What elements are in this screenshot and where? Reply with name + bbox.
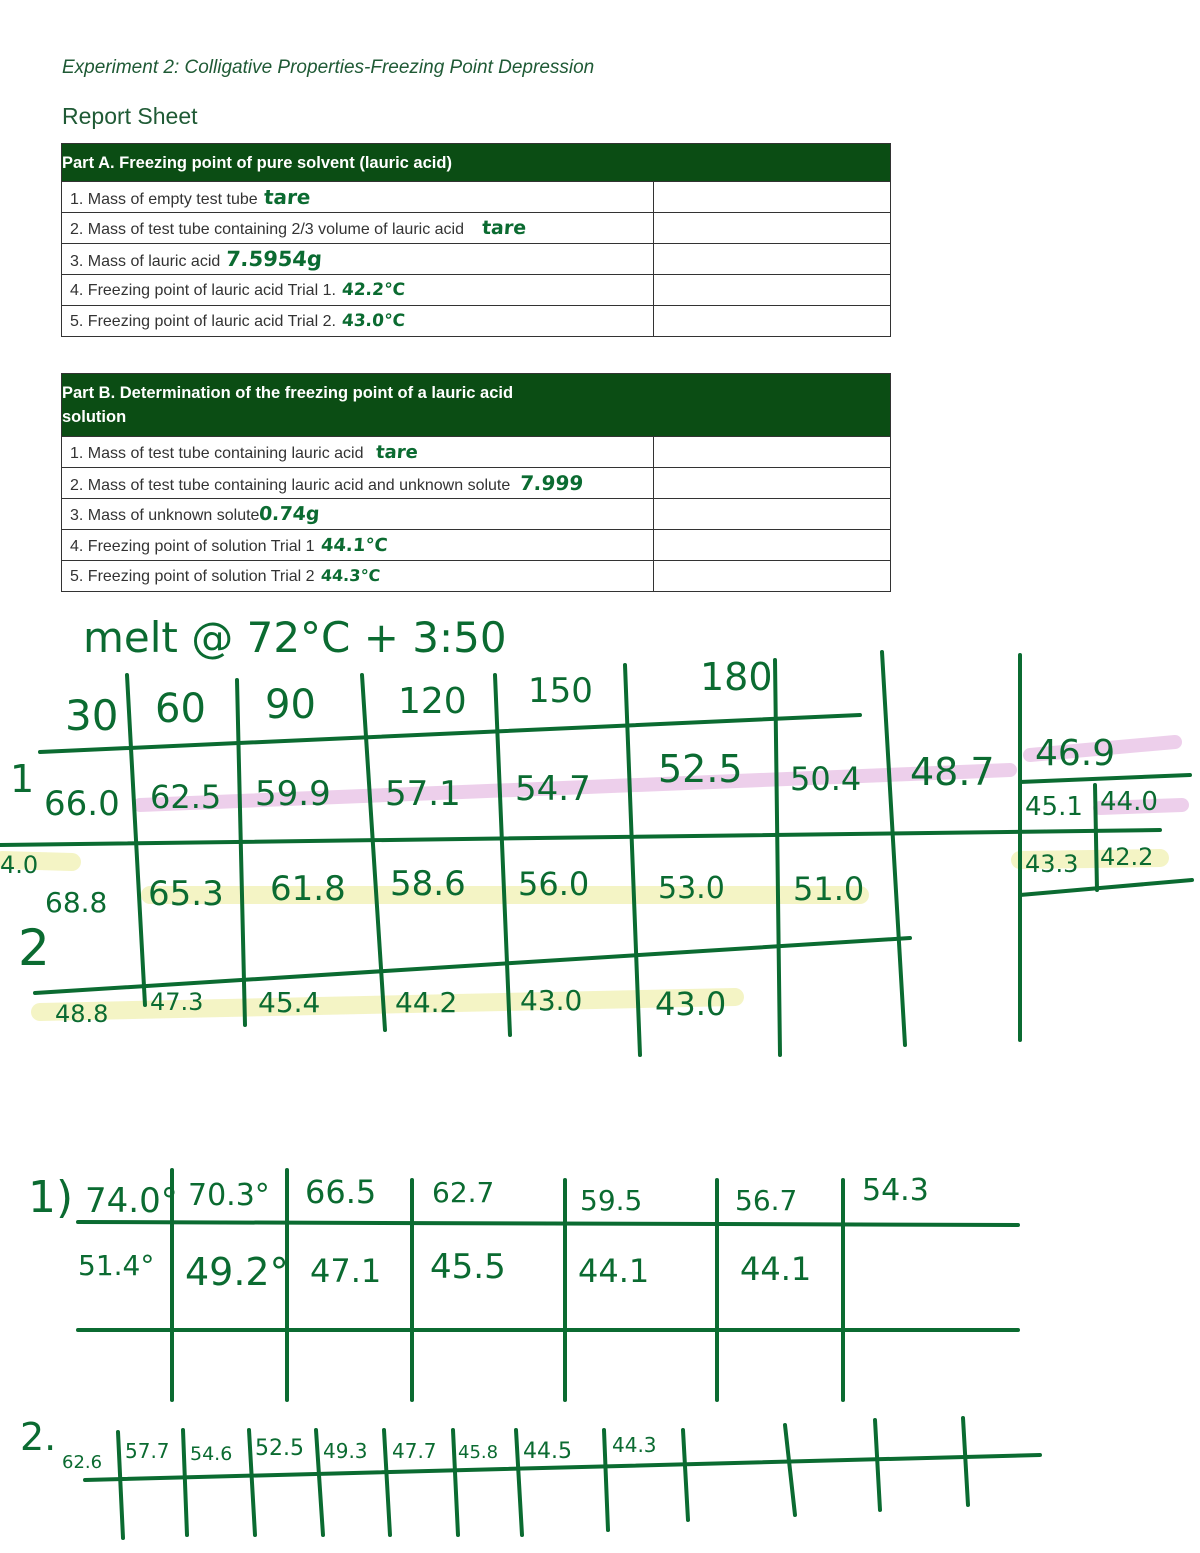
page-title: Experiment 2: Colligative Properties-Freezing Point Depression — [62, 57, 595, 78]
trial-label: 2. — [20, 1415, 57, 1459]
reading: 65.3 — [148, 874, 224, 914]
melt-note: melt @ 72°C + 3:50 — [83, 613, 507, 662]
trial-label: 2 — [18, 919, 50, 977]
page-subtitle: Report Sheet — [62, 103, 198, 129]
row-label: 3. Mass of lauric acid — [70, 253, 221, 270]
handwritten-note: 43.0°C — [341, 311, 406, 331]
trial-label: 1) — [28, 1172, 74, 1223]
grid-line — [127, 675, 145, 1005]
reading: 54.6 — [190, 1443, 233, 1465]
handwritten-note: 44.3°C — [319, 566, 381, 585]
reading: 43.3 — [1025, 850, 1079, 878]
reading: 53.0 — [658, 871, 725, 906]
handwritten-note: tare — [481, 217, 527, 239]
row-label: 3. Mass of unknown solute — [70, 507, 260, 524]
grid-line — [316, 1430, 323, 1535]
reading: 61.8 — [270, 869, 346, 909]
reading: 49.2° — [185, 1250, 289, 1294]
reading: 45.4 — [258, 986, 321, 1019]
reading: 70.3° — [188, 1178, 270, 1213]
grid-line — [362, 675, 385, 1030]
reading: 66.0 — [44, 784, 120, 824]
grid-line — [604, 1430, 608, 1530]
part-b-header-line1: Part B. Determination of the freezing point of a lauric acid — [62, 384, 514, 402]
reading: 48.8 — [55, 1000, 109, 1028]
grid-line — [875, 1420, 880, 1510]
trial-label: 1 — [10, 757, 35, 801]
time-label: 30 — [65, 691, 119, 740]
grid-line — [683, 1430, 688, 1520]
grid-line — [183, 1430, 187, 1535]
reading: 46.9 — [1035, 733, 1116, 774]
reading: 56.0 — [518, 865, 590, 903]
reading: 57.7 — [125, 1439, 170, 1463]
reading: 74.0° — [85, 1181, 178, 1221]
reading: 50.4 — [790, 760, 862, 798]
reading: 43.0 — [655, 985, 727, 1023]
reading: 49.3 — [323, 1439, 368, 1463]
grid-line — [78, 1222, 1018, 1225]
reading: 45.5 — [430, 1247, 506, 1287]
handwritten-note: 7.5954g — [225, 247, 324, 271]
grid-line — [785, 1425, 795, 1515]
reading: 68.8 — [45, 886, 108, 919]
reading: 56.7 — [735, 1184, 798, 1217]
time-label: 150 — [528, 671, 593, 711]
row-label: 5. Freezing point of solution Trial 2 — [70, 568, 315, 585]
grid-line — [1020, 775, 1190, 782]
handwritten-note: 7.999 — [519, 471, 585, 495]
grid-line — [1095, 785, 1097, 890]
reading: 62.6 — [62, 1452, 103, 1473]
reading: 44.0 — [1100, 787, 1158, 817]
row-label: 4. Freezing point of solution Trial 1 — [70, 537, 315, 555]
reading: 42.2 — [1100, 843, 1154, 871]
reading: 44.1 — [740, 1250, 812, 1288]
reading: 44.2 — [395, 986, 458, 1019]
grid-line — [882, 652, 905, 1045]
handwritten-note: tare — [374, 441, 419, 463]
reading: 51.4° — [78, 1249, 155, 1282]
grid-line — [0, 830, 1160, 845]
handwritten-note: 44.1°C — [319, 534, 388, 556]
handwritten-note: 0.74g — [258, 503, 321, 525]
part-b-header-line2: solution — [62, 408, 127, 426]
reading: 58.6 — [390, 864, 466, 904]
reading: 45.1 — [1025, 792, 1083, 822]
reading: 47.3 — [150, 988, 204, 1016]
row-label: 2. Mass of test tube containing 2/3 volume of lauric acid — [70, 221, 464, 238]
reading: 52.5 — [658, 747, 743, 791]
grid-line — [384, 1430, 390, 1535]
row-label: 1. Mass of test tube containing lauric acid — [70, 444, 364, 462]
reading: 47.1 — [310, 1252, 382, 1290]
grid-line — [237, 680, 245, 1025]
reading: 54.7 — [515, 769, 591, 809]
time-label: 90 — [265, 682, 316, 728]
reading: 57.1 — [385, 774, 461, 814]
row-label: 4. Freezing point of lauric acid Trial 1. — [70, 282, 336, 299]
time-label: 120 — [398, 681, 467, 722]
reading: 51.0 — [793, 870, 865, 908]
reading: 62.5 — [150, 778, 222, 816]
handwritten-note: 42.2°C — [341, 280, 406, 300]
row-label: 2. Mass of test tube containing lauric acid and unknown solute — [70, 477, 511, 494]
reading: 47.7 — [392, 1439, 437, 1463]
reading: 62.7 — [432, 1176, 495, 1209]
reading: 52.5 — [255, 1436, 304, 1461]
reading: 66.5 — [305, 1173, 377, 1211]
time-label: 180 — [700, 655, 773, 699]
time-label: 60 — [155, 686, 206, 732]
reading: 59.5 — [580, 1184, 643, 1217]
grid-line — [963, 1418, 968, 1505]
grid-line — [1020, 880, 1192, 895]
reading: 44.1 — [578, 1252, 650, 1290]
part-a-header-text: Part A. Freezing point of pure solvent (lauric acid) — [62, 153, 452, 172]
reading: 44.5 — [523, 1439, 572, 1464]
grid-line — [118, 1432, 123, 1538]
row-label: 5. Freezing point of lauric acid Trial 2. — [70, 313, 336, 330]
reading: 44.3 — [612, 1433, 657, 1457]
reading: 48.7 — [910, 750, 995, 794]
handwritten-note: tare — [262, 185, 311, 209]
row-label: 1. Mass of empty test tube — [70, 191, 258, 208]
margin-value: 4.0 — [0, 851, 39, 879]
reading: 45.8 — [458, 1442, 499, 1463]
grid-line — [516, 1430, 522, 1535]
reading: 54.3 — [862, 1173, 929, 1208]
reading: 59.9 — [255, 774, 331, 814]
reading: 43.0 — [520, 984, 583, 1017]
